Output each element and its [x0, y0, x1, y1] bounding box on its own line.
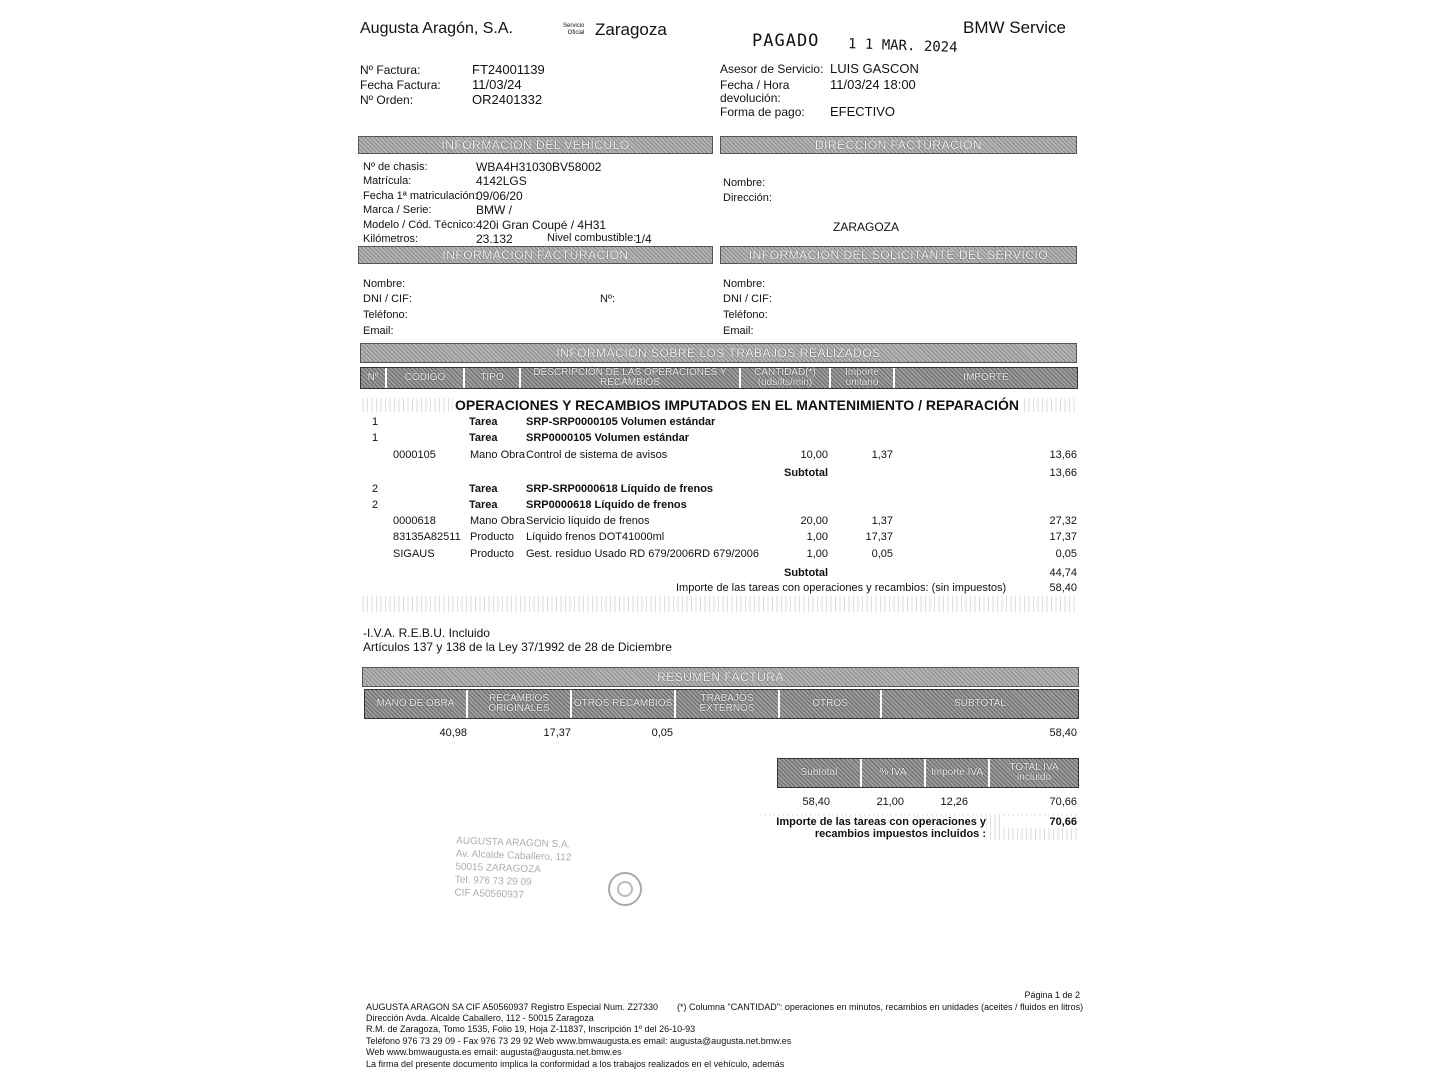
iva-note-2: Artículos 137 y 138 de la Ley 37/1992 de 28 de Diciembre — [363, 640, 672, 654]
line-code: 83135A82511 — [393, 531, 461, 543]
bmw-stamp-logo-icon — [608, 872, 642, 906]
sum-col-recambios: RECAMBIOS ORIGINALES — [468, 690, 572, 718]
col-n: Nº — [361, 368, 387, 388]
work-table-header — [360, 367, 1078, 389]
direccion-nombre-label: Nombre: — [723, 177, 766, 189]
summary-header — [364, 689, 1079, 719]
fecha-factura-value: 11/03/24 — [472, 77, 522, 92]
sol-email-label: Email: — [723, 325, 754, 337]
line-number: 1 — [372, 432, 379, 444]
sum-col-mano-obra: MANO DE OBRA — [365, 690, 468, 718]
line-unit-price: 1,37 — [871, 515, 893, 527]
footer-note: (*) Columna "CANTIDAD": operaciones en minutos, recambios en unidades (aceites / fluidos en litros) — [677, 1002, 1084, 1012]
paid-stamp-date: 1 1 MAR. 2024 — [847, 36, 958, 56]
footer-line6: La firma del presente documento implica la conformidad a los trabajos realizados en el vehículo, además — [366, 1059, 785, 1069]
col-codigo: CÓDIGO — [387, 368, 465, 388]
oficial-label: Oficial — [567, 30, 585, 36]
sum-col-otros-recambios: OTROS RECAMBIOS — [572, 690, 676, 718]
devolucion-value: 11/03/24 18:00 — [830, 77, 916, 92]
tax-val-importe-iva: 12,26 — [940, 796, 968, 808]
stamp-line: Av. Alcalde Caballero, 112 — [455, 848, 572, 864]
sum-col-trabajos-externos: TRABAJOS EXTERNOS — [676, 690, 780, 718]
section-direccion: DIRECCIÓN FACTURACIÓN — [720, 136, 1077, 154]
section-resumen: RESUMEN FACTURA — [362, 667, 1079, 687]
line-description: SRP-SRP0000618 Líquido de frenos — [526, 483, 714, 495]
paid-stamp: PAGADO — [752, 31, 820, 51]
line-type: Mano Obra — [470, 449, 526, 461]
marca-value: BMW / — [476, 203, 512, 217]
sum-val-mano-obra: 40,98 — [439, 727, 467, 739]
sum-val-otros-recambios: 0,05 — [651, 727, 673, 739]
sol-dni-label: DNI / CIF: — [723, 293, 772, 305]
fact-email-label: Email: — [363, 325, 394, 337]
direccion-direccion-label: Dirección: — [723, 192, 772, 204]
line-quantity: 10,00 — [800, 449, 828, 461]
footer-line5: Web www.bmwaugusta.es email: augusta@augusta.net.bmw.es — [366, 1047, 622, 1057]
fact-nombre-label: Nombre: — [363, 278, 406, 290]
line-type: Tarea — [469, 416, 498, 428]
line-amount: 17,37 — [1049, 531, 1077, 543]
line-unit-price: 0,05 — [871, 548, 893, 560]
section-solicitante: INFORMACIÓN DEL SOLICITANTE DEL SERVICIO — [720, 246, 1077, 264]
fecha-matriculacion-value: 09/06/20 — [476, 189, 523, 203]
ops-title: OPERACIONES Y RECAMBIOS IMPUTADOS EN EL MANTENIMIENTO / REPARACIÓN — [455, 397, 1019, 413]
section-vehiculo: INFORMACIÓN DEL VEHÍCULO — [358, 136, 713, 154]
scan-noise-bottom — [362, 596, 1078, 612]
line-amount: 13,66 — [1049, 467, 1077, 479]
tax-col-subtotal: Subtotal — [778, 759, 862, 787]
chasis-value: WBA4H31030BV58002 — [476, 160, 602, 174]
fact-num-label: Nº: — [600, 293, 616, 305]
line-description: Servicio líquido de frenos — [526, 515, 650, 527]
orden-value: OR2401332 — [472, 92, 543, 107]
tax-col-pct-iva: % IVA — [862, 759, 926, 787]
orden-label: Nº Orden: — [360, 93, 414, 107]
tax-col-total — [990, 759, 1078, 787]
pago-value: EFECTIVO — [830, 104, 896, 119]
line-type: Producto — [470, 548, 515, 560]
grand-total-label-2: recambios impuestos incluidos : — [814, 828, 986, 840]
line-code: 0000618 — [393, 515, 436, 527]
line-subtotal-label: Subtotal — [784, 567, 828, 579]
sol-nombre-label: Nombre: — [723, 278, 766, 290]
brand-name: BMW Service — [963, 18, 1066, 37]
tax-col-total-2: incluido — [1017, 772, 1051, 783]
footer-line2: Dirección Avda. Alcalde Caballero, 112 - 50015 Zaragoza — [366, 1013, 594, 1023]
footer-line1: AUGUSTA ARAGON SA CIF A50560937 Registro Especial Num. Z27330 — [366, 1002, 658, 1012]
km-label: Kilómetros: — [363, 233, 419, 245]
line-quantity: 1,00 — [806, 531, 828, 543]
line-amount: 44,74 — [1049, 567, 1077, 579]
chasis-label: Nº de chasis: — [363, 161, 428, 173]
footer-line4: Teléfono 976 73 29 09 - Fax 976 73 29 92 Web www.bmwaugusta.es email: augusta@augusta.net.bmw.es — [366, 1036, 792, 1046]
grand-total-label — [760, 816, 986, 840]
tax-col-importe-iva: Importe IVA — [926, 759, 990, 787]
factura-value: FT24001139 — [472, 62, 545, 77]
header-city: Zaragoza — [595, 20, 667, 39]
tax-val-total: 70,66 — [1049, 796, 1077, 808]
devolucion-label-2: devolución: — [720, 91, 781, 105]
line-type: Tarea — [469, 432, 498, 444]
stamp-line: 50015 ZARAGOZA — [455, 861, 542, 876]
asesor-label: Asesor de Servicio: — [720, 62, 824, 76]
col-cantidad: CANTIDAD(*) (uds/lts/min) — [741, 368, 831, 388]
line-type: Mano Obra — [470, 515, 526, 527]
fact-dni-label: DNI / CIF: — [363, 293, 412, 305]
fecha-matriculacion-label: Fecha 1ª matriculación: — [363, 190, 478, 202]
page-number: Página 1 de 2 — [1024, 990, 1080, 1000]
line-amount: 13,66 — [1049, 449, 1077, 461]
fecha-factura-label: Fecha Factura: — [360, 78, 441, 92]
tasks-total-value: 58,40 — [1049, 582, 1077, 594]
grand-total-label-1: Importe de las tareas con operaciones y — [776, 816, 986, 828]
line-type: Tarea — [469, 483, 498, 495]
marca-label: Marca / Serie: — [363, 204, 432, 216]
col-importe: IMPORTE — [963, 372, 1009, 383]
line-code: SIGAUS — [393, 548, 435, 560]
company-name: Augusta Aragón, S.A. — [360, 20, 513, 37]
sum-col-subtotal: SUBTOTAL — [954, 698, 1006, 709]
line-description: Control de sistema de avisos — [526, 449, 668, 461]
line-quantity: 20,00 — [800, 515, 828, 527]
col-tipo: TIPO — [465, 368, 521, 388]
line-code: 0000105 — [393, 449, 436, 461]
col-unitario: Importe unitario — [831, 368, 895, 388]
servicio-label: Servicio — [563, 23, 585, 29]
line-unit-price: 1,37 — [871, 449, 893, 461]
sum-val-recambios: 17,37 — [543, 727, 571, 739]
line-description: SRP0000618 Líquido de frenos — [526, 499, 687, 511]
servicio-oficial-label — [563, 23, 584, 37]
sum-val-subtotal: 58,40 — [1049, 727, 1077, 739]
line-unit-price: 17,37 — [865, 531, 893, 543]
line-description: Líquido frenos DOT41000ml — [526, 531, 665, 543]
tax-val-pct-iva: 21,00 — [876, 796, 904, 808]
tax-col-total-1: TOTAL IVA — [1009, 762, 1059, 773]
line-type: Tarea — [469, 499, 498, 511]
line-amount: 0,05 — [1055, 548, 1077, 560]
line-number: 1 — [372, 416, 379, 428]
section-trabajos: INFORMACIÓN SOBRE LOS TRABAJOS REALIZADOS — [360, 343, 1077, 363]
sum-col-otros: OTROS — [780, 690, 882, 718]
footer-line3: R.M. de Zaragoza, Tomo 1535, Folio 19, Hoja Z-11837, Inscripción 1º del 26-10-93 — [366, 1024, 696, 1034]
stamp-line: AUGUSTA ARAGON S.A. — [456, 835, 571, 851]
devolucion-label-1: Fecha / Hora — [720, 78, 790, 92]
sol-telefono-label: Teléfono: — [723, 309, 768, 321]
line-amount: 27,32 — [1049, 515, 1077, 527]
km-value: 23.132 — [476, 232, 513, 246]
modelo-label: Modelo / Cód. Técnico: — [363, 219, 476, 231]
line-number: 2 — [372, 483, 379, 495]
col-descripcion: DESCRIPCIÓN DE LAS OPERACIONES Y RECAMBIOS — [521, 368, 741, 388]
line-number: 2 — [372, 499, 379, 511]
tax-val-subtotal: 58,40 — [802, 796, 830, 808]
iva-note-1: -I.V.A. R.E.B.U. Incluido — [363, 626, 490, 640]
tasks-total-label: Importe de las tareas con operaciones y recambios: (sin impuestos) — [676, 582, 1007, 594]
nivel-label: Nivel combustible: — [547, 232, 637, 244]
line-description: SRP-SRP0000105 Volumen estándar — [526, 416, 716, 428]
pago-label: Forma de pago: — [720, 105, 805, 119]
matricula-value: 4142LGS — [476, 174, 527, 188]
line-description: SRP0000105 Volumen estándar — [526, 432, 690, 444]
tax-header — [777, 758, 1079, 788]
line-type: Producto — [470, 531, 515, 543]
stamp-line: Tel. 976 73 29 09 — [454, 874, 532, 889]
asesor-value: LUIS GASCON — [830, 61, 919, 76]
line-subtotal-label: Subtotal — [784, 467, 828, 479]
line-description: Gest. residuo Usado RD 679/2006RD 679/2006 — [526, 548, 759, 560]
section-facturacion: INFORMACIÓN FACTURACIÓN — [358, 246, 713, 264]
grand-total-value: 70,66 — [1000, 816, 1077, 828]
line-quantity: 1,00 — [806, 548, 828, 560]
factura-label: Nº Factura: — [360, 63, 421, 77]
matricula-label: Matrícula: — [363, 175, 412, 187]
nivel-value: 1/4 — [635, 232, 652, 246]
stamp-line: CIF A50560937 — [454, 887, 525, 901]
modelo-value: 420i Gran Coupé / 4H31 — [476, 218, 607, 232]
fact-telefono-label: Teléfono: — [363, 309, 408, 321]
direccion-city: ZARAGOZA — [833, 220, 900, 234]
